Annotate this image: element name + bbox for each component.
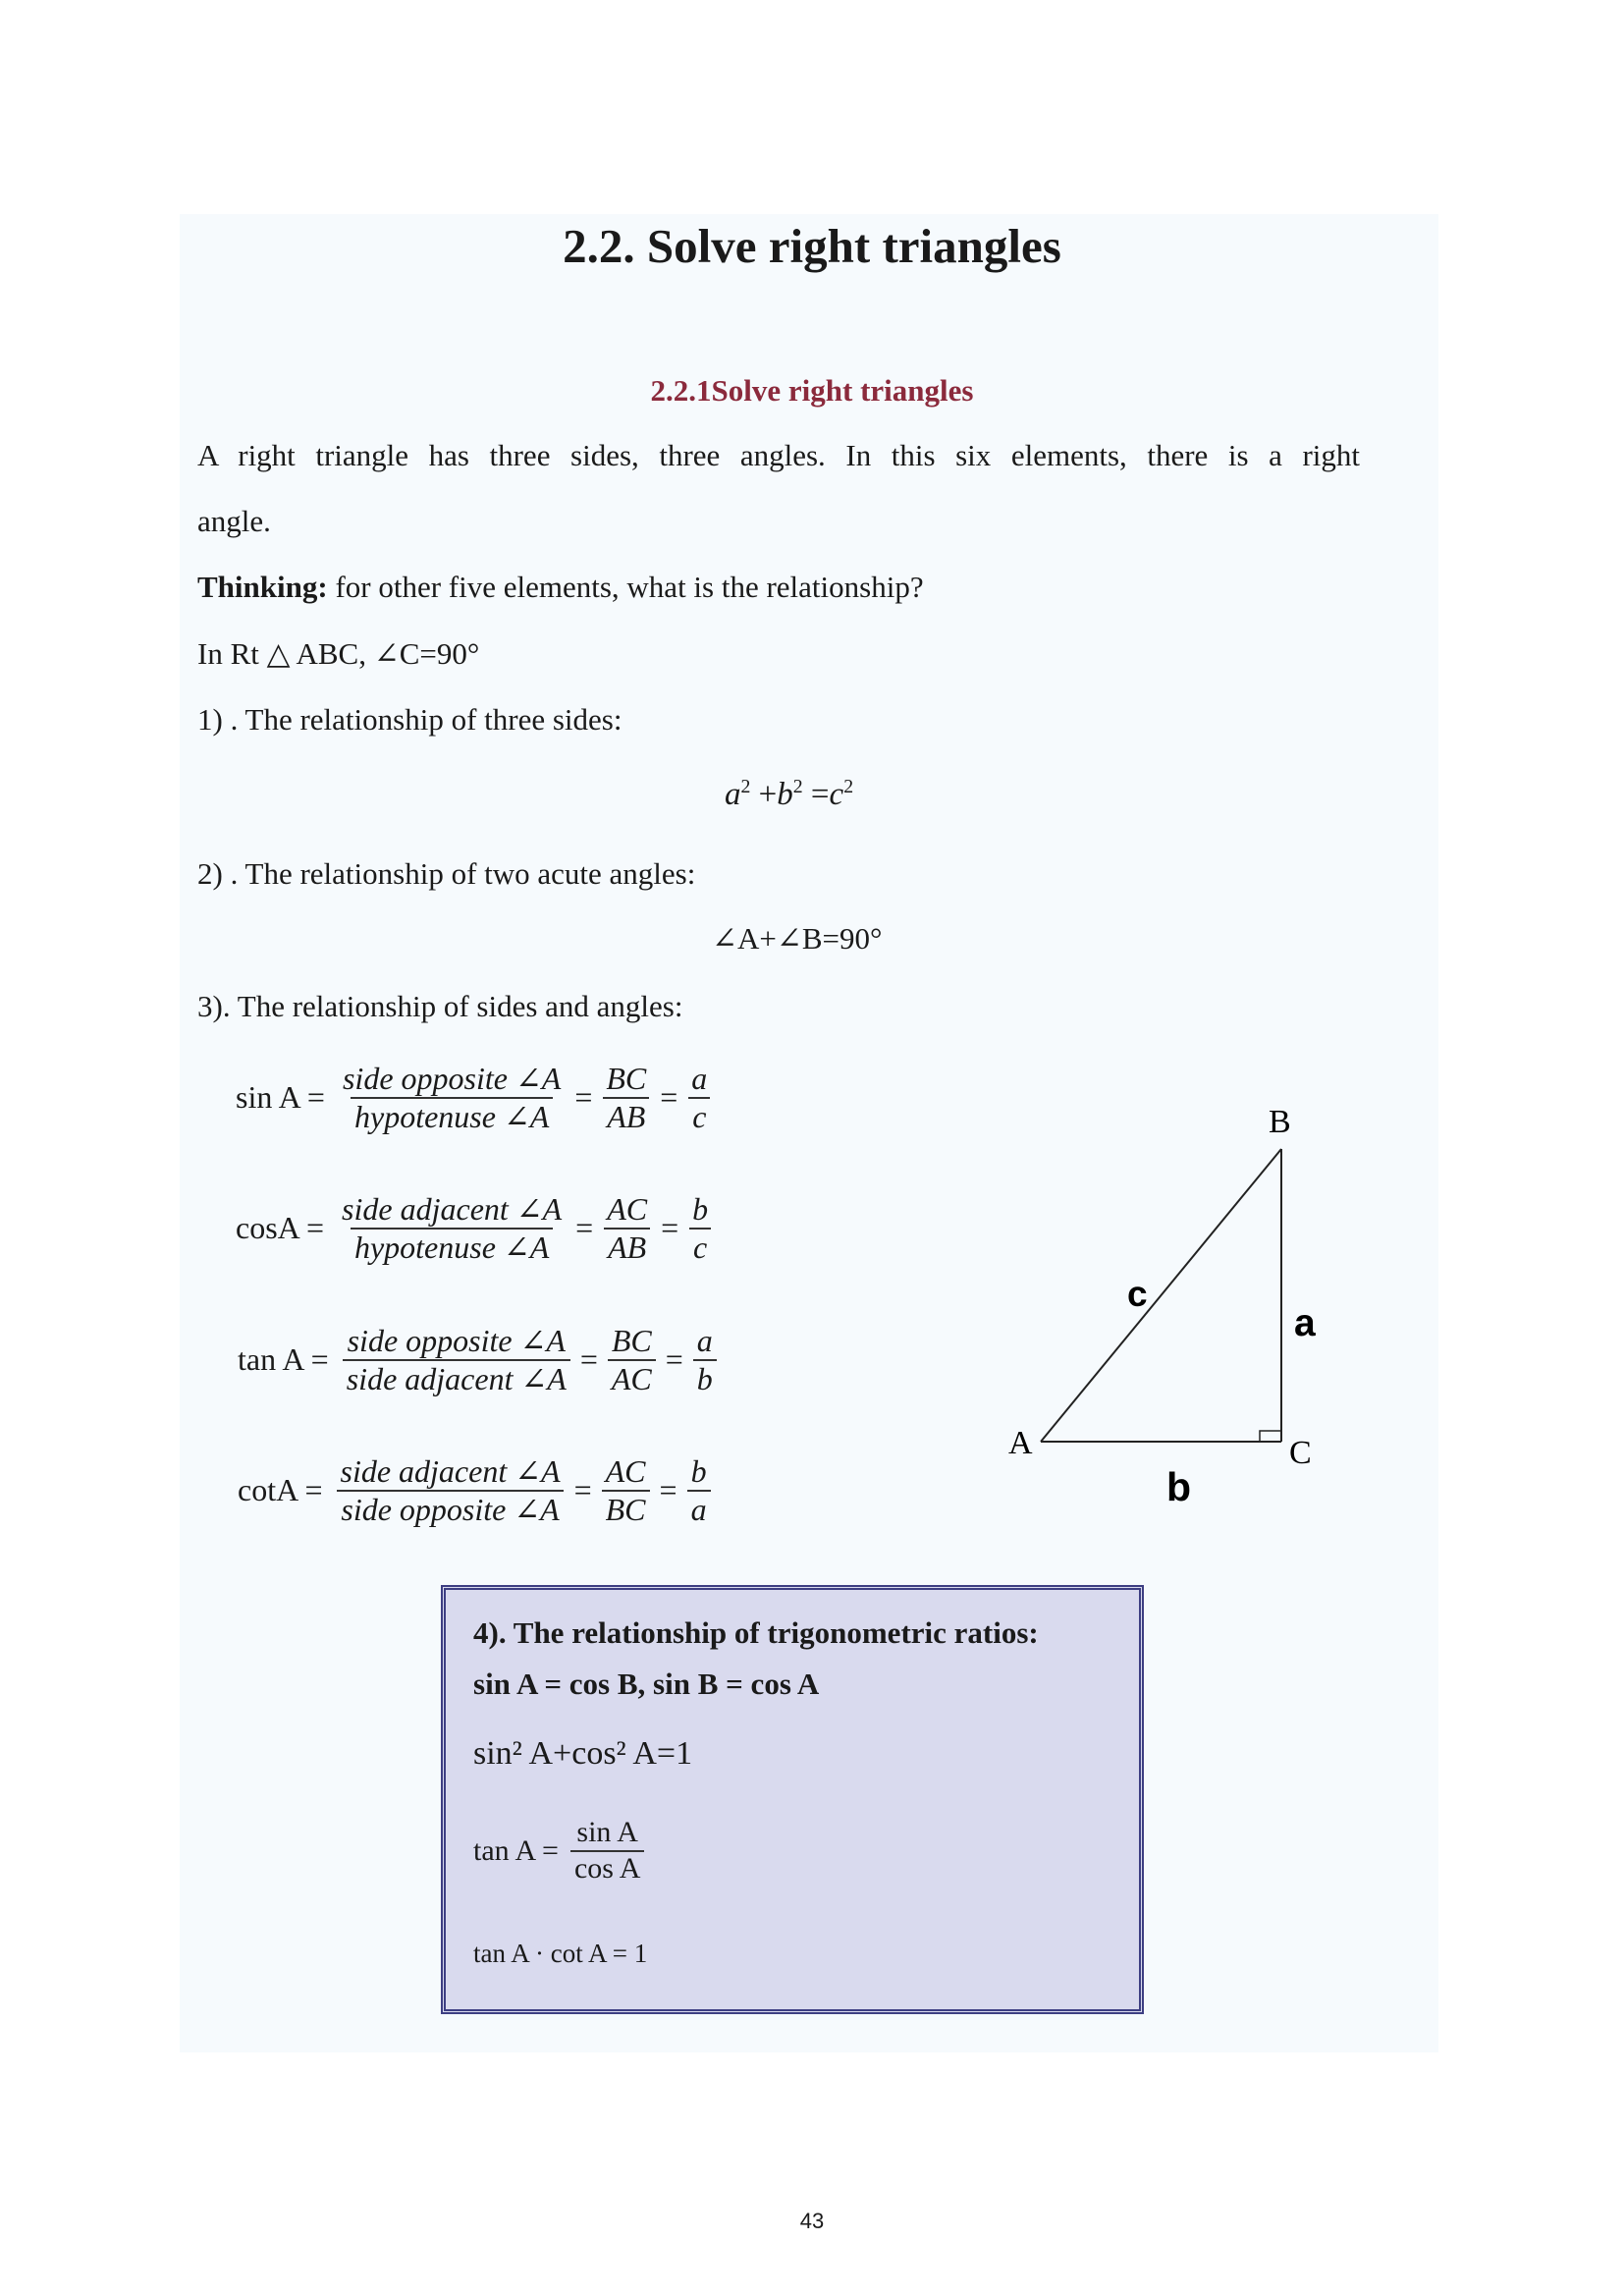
- right-triangle-diagram: [982, 1090, 1394, 1532]
- vertex-a-label: A: [1008, 1425, 1033, 1461]
- box-title: 4). The relationship of trigonometric ratios:: [473, 1615, 1039, 1650]
- page-number: 43: [799, 2209, 825, 2233]
- intro-line-1: A right triangle has three sides, three angles. In this six elements, there is a right: [197, 438, 1360, 472]
- vertex-c-label: C: [1289, 1435, 1312, 1471]
- section-subtitle: 2.2.1Solve right triangles: [650, 373, 974, 408]
- tan-ratio-equation: tan A = $\frac{\text{side opposite ∠A}}{\text{side adjacent ∠A}}$ = $\frac{BC}{AC}$ = $\frac{a}{b}$: [238, 1323, 723, 1397]
- hypotenuse-line: [1041, 1149, 1281, 1442]
- side-b-label: b: [1166, 1464, 1192, 1509]
- vertex-b-label: B: [1269, 1104, 1291, 1140]
- item-2-text: 2) . The relationship of two acute angles:: [197, 856, 696, 891]
- tan-cot-product-identity: tan A · cot A = 1: [473, 1939, 648, 1968]
- thinking-text: for other five elements, what is the relationship?: [327, 570, 924, 604]
- given-statement: In Rt △ ABC, ∠C=90°: [197, 636, 480, 671]
- thinking-label: Thinking:: [197, 570, 328, 604]
- pythagorean-equation: $a^2 +b^2 =c^2$: [725, 776, 854, 812]
- tan-quotient-identity: tan A = $\frac{\text{sin A}}{\text{cos A}}$: [473, 1816, 650, 1886]
- cos-ratio-equation: cosA = $\frac{\text{side adjacent ∠A}}{\text{hypotenuse ∠A}}$ = $\frac{AC}{AB}$ = $\frac{b}{c}$: [236, 1191, 718, 1266]
- angle-sum-equation: ∠A+∠B=90°: [712, 921, 883, 956]
- cofunction-relation: sin A = cos B, sin B = cos A: [473, 1667, 820, 1701]
- pythagorean-identity: sin² A+cos² A=1: [473, 1735, 693, 1772]
- sin-ratio-equation: sin A = $\frac{\text{side opposite ∠A}}{\text{hypotenuse ∠A}}$ = $\frac{BC}{AB}$ = $\frac{a}{c}$: [236, 1061, 717, 1135]
- right-angle-marker: [1260, 1431, 1281, 1442]
- thinking-paragraph: [197, 570, 924, 605]
- cot-ratio-equation: cotA = $\frac{\text{side adjacent ∠A}}{\text{side opposite ∠A}}$ = $\frac{AC}{BC}$ = $\frac{b}{a}$: [238, 1453, 717, 1528]
- side-a-label: a: [1294, 1302, 1316, 1344]
- page-title: 2.2. Solve right triangles: [563, 219, 1061, 273]
- item-3-text: 3). The relationship of sides and angles:: [197, 989, 683, 1023]
- trig-relationships-box: [441, 1585, 1144, 2014]
- item-1-text: 1) . The relationship of three sides:: [197, 702, 623, 737]
- side-c-label: c: [1127, 1274, 1148, 1314]
- intro-line-2: angle.: [197, 504, 271, 538]
